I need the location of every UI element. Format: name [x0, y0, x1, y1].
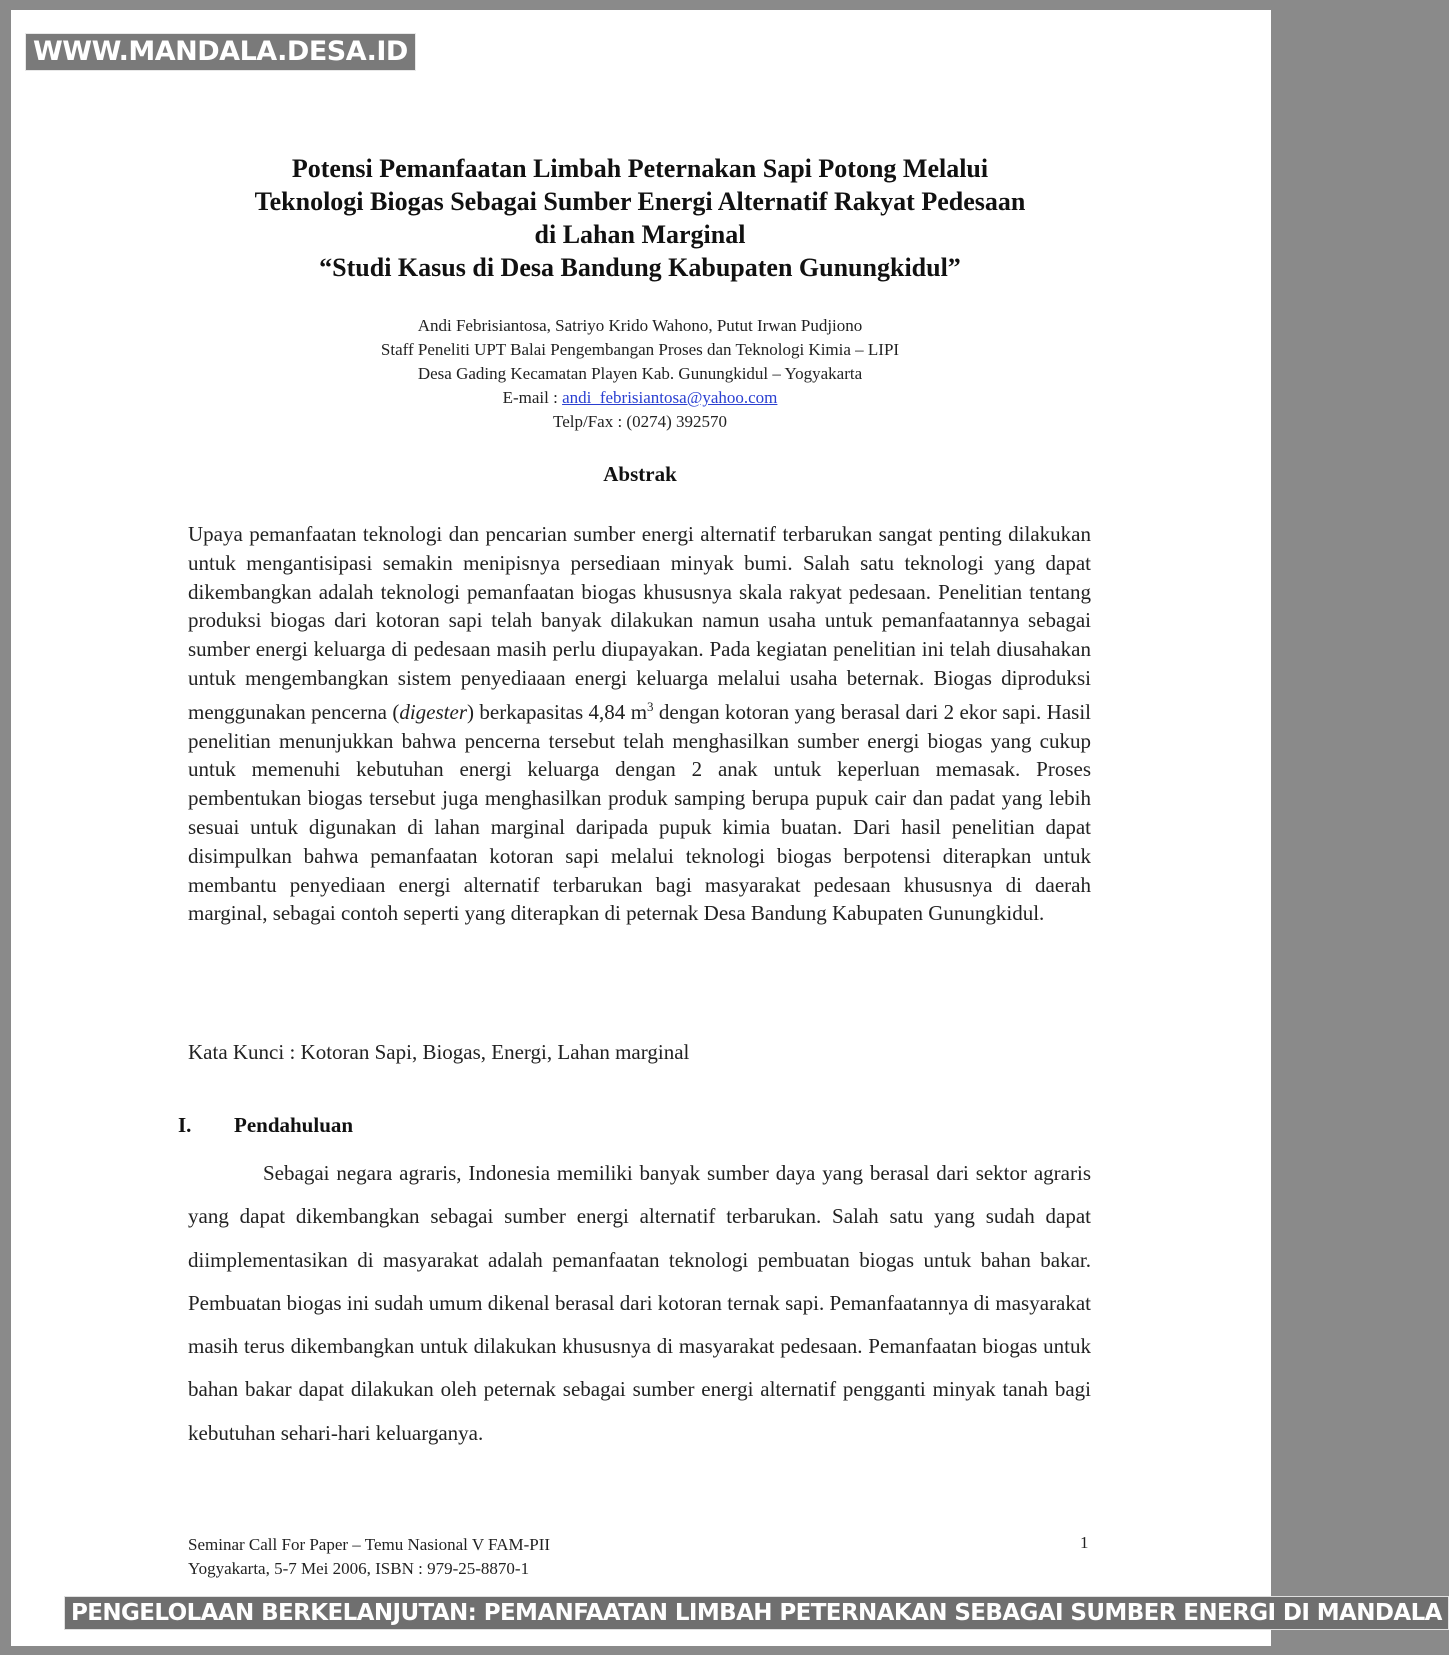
section-heading: [178, 1113, 1058, 1138]
author-phone: Telp/Fax : (0274) 392570: [553, 412, 727, 431]
title-line-2: Teknologi Biogas Sebagai Sumber Energi Alternatif Rakyat Pedesaan: [254, 187, 1026, 216]
section-paragraph: Sebagai negara agraris, Indonesia memiliki banyak sumber daya yang berasal dari sektor agraris yang dapat dikembangkan sebagai sumber energi alternatif terbarukan. Salah satu yang sudah dapat diimplementasikan di masyarakat adalah pemanfaatan teknologi pembuatan biogas untuk bahan bakar. Pembuatan biogas ini sudah umum dikenal berasal dari kotoran ternak sapi. Pemanfaatannya di masyarakat masih terus dikembangkan untuk dilakukan khususnya di masyarakat pedesaan. Pemanfaatan biogas untuk bahan bakar dapat dilakukan oleh peternak sebagai sumber energi alternatif pengganti minyak tanah bagi kebutuhan sehari-hari keluarganya.: [188, 1161, 1091, 1445]
caption-banner: PENGELOLAAN BERKELANJUTAN: PEMANFAATAN LIMBAH PETERNAKAN SEBAGAI SUMBER ENERGI DI MANDALA: [64, 1596, 1449, 1630]
abstract-italic-term: digester: [399, 699, 467, 724]
email-link[interactable]: andi_febrisiantosa@yahoo.com: [562, 388, 778, 407]
section-number: I.: [178, 1113, 192, 1137]
keywords: Kata Kunci : Kotoran Sapi, Biogas, Energi, Lahan marginal: [188, 1040, 690, 1064]
footer-line-1: Seminar Call For Paper – Temu Nasional V FAM-PII: [188, 1535, 551, 1554]
title-line-4: “Studi Kasus di Desa Bandung Kabupaten Gunungkidul”: [319, 253, 961, 282]
site-watermark: WWW.MANDALA.DESA.ID: [25, 33, 416, 71]
abstract-text-3: dengan kotoran yang berasal dari 2 ekor sapi. Hasil penelitian menunjukkan bahwa pencerna tersebut telah menghasilkan sumber energi biogas yang cukup untuk memenuhi kebutuhan energi keluarga dengan 2 anak untuk keperluan memasak. Proses pembentukan biogas tersebut juga menghasilkan produk samping berupa pupuk cair dan padat yang lebih sesuai untuk digunakan di lahan marginal daripada pupuk kimia buatan. Dari hasil penelitian dapat disimpulkan bahwa pemanfaatan kotoran sapi melalui teknologi biogas berpotensi diterapkan untuk membantu penyediaan energi alternatif terbarukan bagi masyarakat pedesaan khususnya di daerah marginal, sebagai contoh seperti yang diterapkan di peternak Desa Bandung Kabupaten Gunungkidul.: [188, 699, 1091, 926]
abstract-heading: Abstrak: [603, 462, 677, 486]
abstract-body: [188, 520, 1091, 928]
author-email-line: [200, 386, 1080, 410]
abstract-superscript: 3: [647, 698, 654, 714]
title-line-1: Potensi Pemanfaatan Limbah Peternakan Sapi Potong Melalui: [291, 154, 989, 183]
section-body: [188, 1152, 1091, 1455]
page-number: 1: [1080, 1533, 1089, 1552]
title-line-3: di Lahan Marginal: [534, 220, 746, 249]
section-title: Pendahuluan: [234, 1113, 354, 1137]
author-affiliation: Staff Peneliti UPT Balai Pengembangan Proses dan Teknologi Kimia – LIPI: [380, 340, 900, 359]
author-address: Desa Gading Kecamatan Playen Kab. Gunungkidul – Yogyakarta: [417, 364, 863, 383]
abstract-text-2: ) berkapasitas 4,84 m: [467, 699, 648, 724]
page-footer: [188, 1533, 888, 1581]
author-block: [200, 314, 1080, 434]
email-label: E-mail :: [502, 388, 563, 407]
paper-title: [150, 152, 1130, 284]
abstract-text-1: Upaya pemanfaatan teknologi dan pencarian sumber energi alternatif terbarukan sangat penting dilakukan untuk mengantisipasi semakin menipisnya persediaan minyak bumi. Salah satu teknologi yang dapat dikembangkan adalah teknologi pemanfaatan biogas khususnya skala rakyat pedesaan. Penelitian tentang produksi biogas dari kotoran sapi telah banyak dilakukan namun usaha untuk pemanfaatannya sebagai sumber energi keluarga di pedesaan masih perlu diupayakan. Pada kegiatan penelitian ini telah diusahakan untuk mengembangkan sistem penyediaaan energi keluarga melalui usaha beternak. Biogas diproduksi menggunakan pencerna (: [188, 522, 1091, 724]
footer-line-2: Yogyakarta, 5-7 Mei 2006, ISBN : 979-25-8870-1: [188, 1559, 530, 1578]
author-names: Andi Febrisiantosa, Satriyo Krido Wahono, Putut Irwan Pudjiono: [417, 316, 863, 335]
